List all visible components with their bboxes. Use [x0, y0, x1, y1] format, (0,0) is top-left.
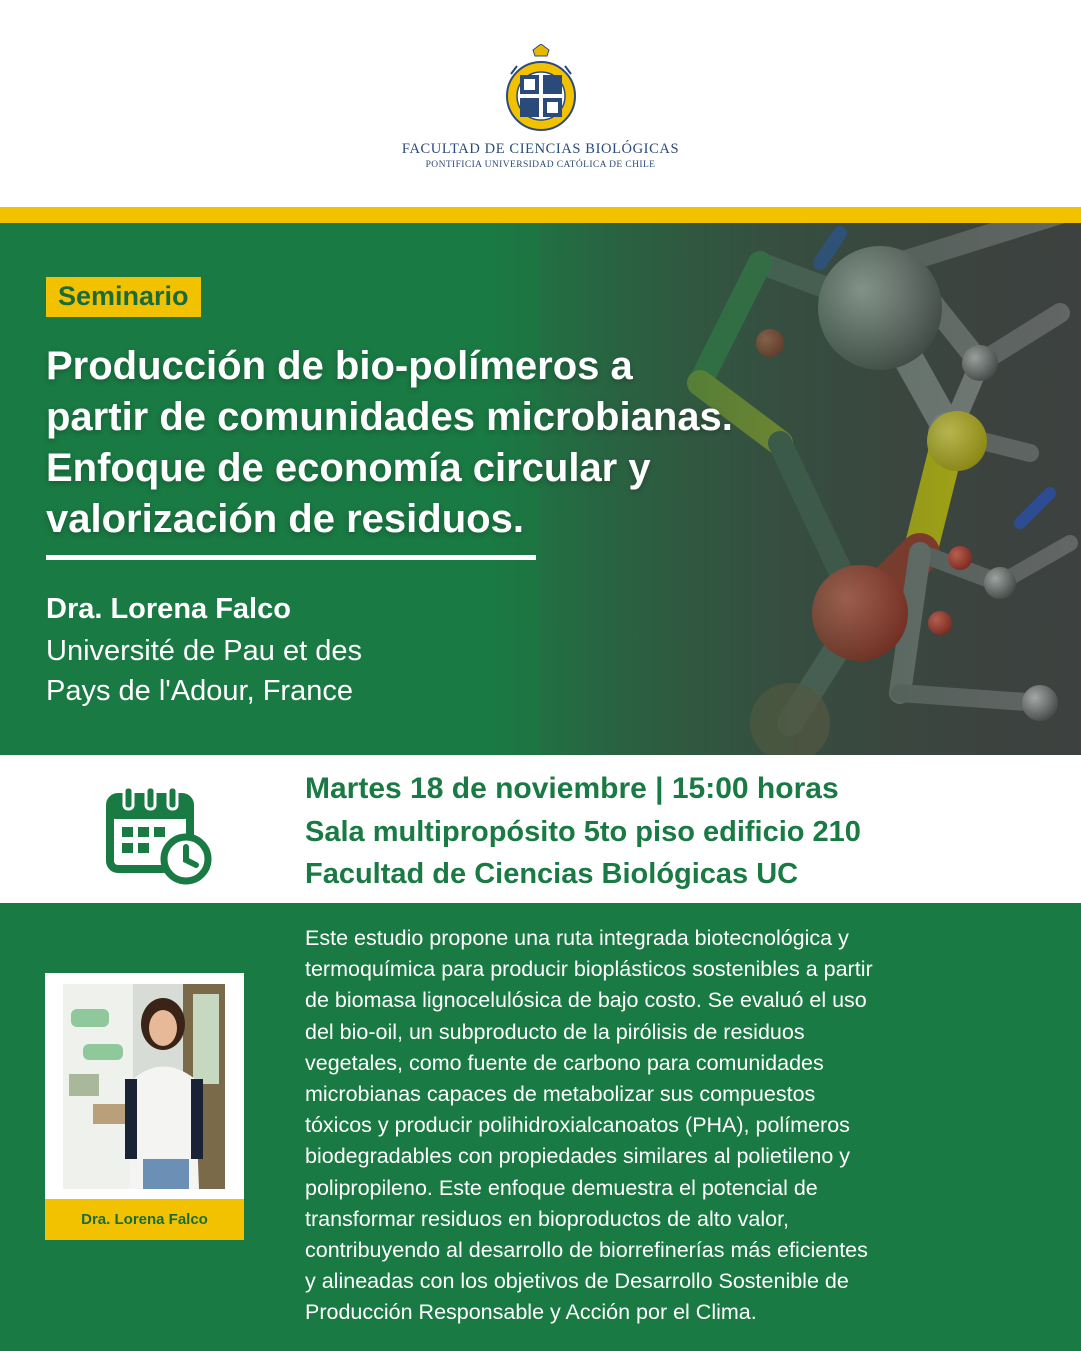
title-line: Producción de bio-polímeros a — [46, 344, 633, 388]
seminar-tag: Seminario — [46, 277, 201, 317]
abstract-line: transformar residuos en bioproductos de alto valor, — [305, 1206, 790, 1231]
speaker-affiliation — [46, 631, 362, 711]
abstract-section — [0, 903, 1081, 1351]
event-venue: Facultad de Ciencias Biológicas UC — [305, 858, 799, 890]
title-line: partir de comunidades microbianas. — [46, 395, 733, 439]
event-location: Sala multipropósito 5to piso edificio 210 — [305, 816, 861, 848]
speaker-name: Dra. Lorena Falco — [46, 593, 291, 625]
university-crest-icon — [503, 44, 579, 136]
speaker-photo — [63, 984, 225, 1189]
title-line: valorización de residuos. — [46, 497, 524, 541]
abstract-line: contribuyendo al desarrollo de biorrefinerías más eficientes — [305, 1238, 868, 1263]
calendar-clock-icon — [106, 785, 212, 885]
university-name: PONTIFICIA UNIVERSIDAD CATÓLICA DE CHILE — [425, 160, 656, 170]
title-line: Enfoque de economía circular y — [46, 446, 651, 490]
abstract-line: polipropileno. Este enfoque demuestra el potencial de — [305, 1175, 818, 1200]
seminar-title — [46, 341, 946, 545]
affiliation-line: Université de Pau et des — [46, 635, 362, 667]
abstract-line: microbianas capaces de metabolizar sus compuestos — [305, 1082, 816, 1107]
speaker-photo-card — [45, 973, 244, 1240]
event-info — [0, 755, 1081, 903]
abstract-line: del bio-oil, un subproducto de la pirólisis de residuos — [305, 1019, 805, 1044]
abstract-line: vegetales, como fuente de carbono para comunidades — [305, 1050, 824, 1075]
title-underline — [46, 555, 536, 560]
abstract-line: termoquímica para producir bioplásticos sostenibles a partir — [305, 957, 873, 982]
hero-banner — [0, 223, 1081, 755]
header — [0, 0, 1081, 207]
abstract-text — [305, 923, 873, 1329]
abstract-line: de biomasa lignocelulósica de bajo costo. Se evaluó el uso — [305, 988, 867, 1013]
faculty-name: FACULTAD DE CIENCIAS BIOLÓGICAS — [401, 141, 680, 157]
speaker-photo-caption: Dra. Lorena Falco — [45, 1199, 244, 1240]
abstract-line: Producción Responsable y Acción por el Clima. — [305, 1300, 757, 1325]
event-date-time: Martes 18 de noviembre | 15:00 horas — [305, 772, 839, 805]
abstract-line: tóxicos y producir polihidroxialcanoatos (PHA), polímeros — [305, 1113, 850, 1138]
speaker-photo-illustration — [63, 984, 225, 1189]
gold-divider — [0, 207, 1081, 223]
affiliation-line: Pays de l'Adour, France — [46, 675, 353, 707]
abstract-line: Este estudio propone una ruta integrada biotecnológica y — [305, 926, 849, 950]
abstract-line: biodegradables con propiedades similares al polietileno y — [305, 1144, 851, 1169]
abstract-line: y alineadas con los objetivos de Desarrollo Sostenible de — [305, 1269, 849, 1294]
